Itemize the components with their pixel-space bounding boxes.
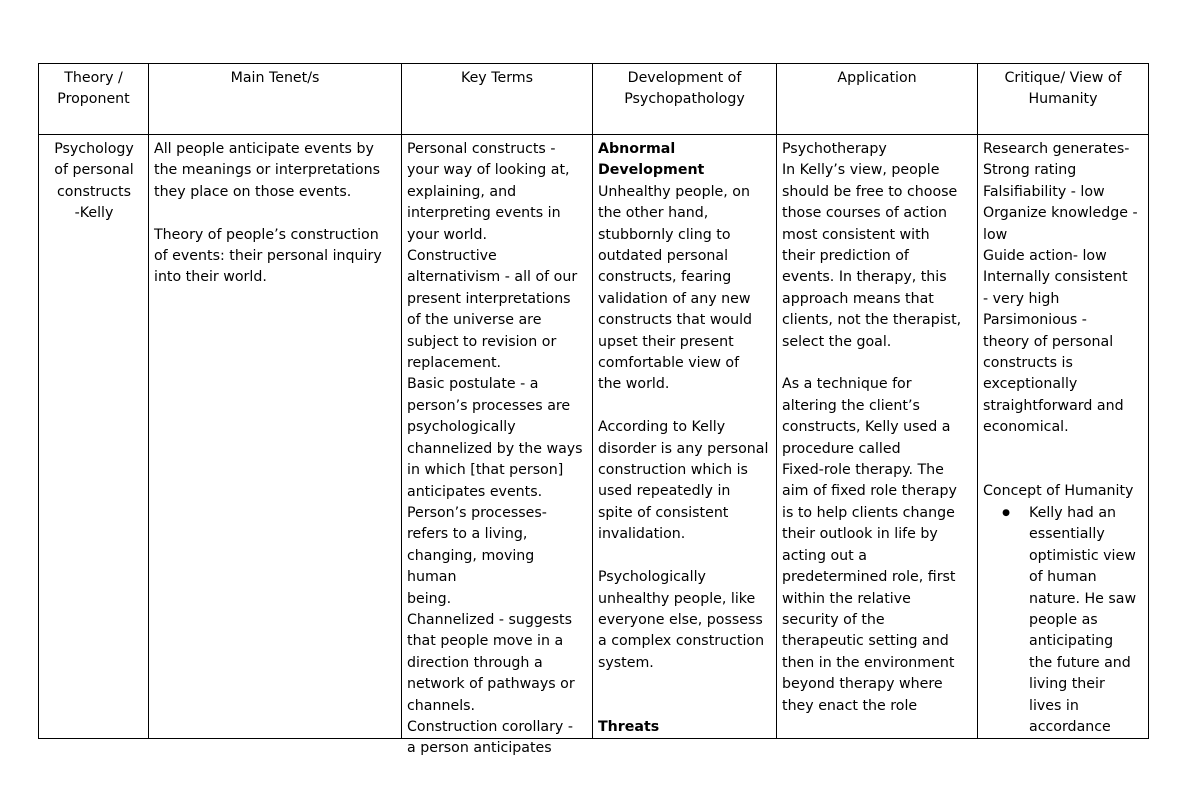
text-line: Organize knowledge -	[983, 205, 1138, 222]
spacer	[598, 546, 772, 567]
cell-application	[777, 135, 978, 739]
text-line: people as	[1029, 611, 1098, 628]
text-line: those courses of action	[782, 205, 948, 222]
text-line: of personal	[54, 162, 134, 179]
text-line: living their	[1029, 676, 1105, 693]
text-line: their outlook in life by	[782, 526, 938, 543]
text-line: psychologically	[407, 419, 516, 436]
text-line: Falsifiability - low	[983, 183, 1105, 200]
text-line: Threats	[598, 718, 660, 735]
text-line: validation of any new	[598, 290, 751, 307]
text-line: - very high	[983, 290, 1060, 307]
text-line: essentially	[1029, 526, 1105, 543]
text-line: of the universe are	[407, 312, 542, 329]
text-line: Psychotherapy	[782, 141, 887, 157]
text-line: the world.	[598, 376, 670, 393]
text-line: the meanings or interpretations	[154, 162, 381, 179]
text-line: Concept of Humanity	[983, 483, 1134, 500]
text-line: outdated personal	[598, 248, 729, 265]
text-line: constructs that would	[598, 312, 753, 329]
header-row	[39, 64, 1149, 135]
text-line: within the relative	[782, 590, 911, 607]
bullet-item	[983, 503, 1144, 738]
text-line: person’s processes are	[407, 397, 571, 414]
text-line: spite of consistent	[598, 504, 729, 521]
text-line: that people move in a	[407, 633, 564, 650]
header-application	[777, 64, 978, 135]
header-theory	[39, 64, 149, 135]
text-line: aim of fixed role therapy	[782, 483, 957, 500]
header-key-terms	[402, 64, 593, 135]
text-line: used repeatedly in	[598, 483, 731, 500]
text-line: of events: their personal inquiry	[154, 248, 382, 265]
spacer	[154, 203, 397, 224]
text-line: beyond therapy where	[782, 676, 943, 693]
header-development	[593, 64, 777, 135]
spacer	[598, 396, 772, 417]
spacer	[983, 439, 1144, 460]
text-line: Parsimonious -	[983, 312, 1087, 329]
text-line: alternativism - all of our	[407, 269, 578, 286]
text-line: system.	[598, 654, 654, 671]
text-line: explaining, and	[407, 183, 517, 200]
text-line: Research generates-	[983, 141, 1130, 157]
text-line: everyone else, possess	[598, 611, 763, 628]
text-line: interpreting events in	[407, 205, 561, 222]
bullet-dot-icon: ●	[1002, 507, 1010, 518]
text-line: network of pathways or	[407, 676, 575, 693]
text-line: disorder is any personal	[598, 440, 769, 457]
text-line: constructs, Kelly used a	[782, 419, 951, 436]
text-line: security of the	[782, 611, 885, 628]
text-line: they enact the role	[782, 697, 918, 714]
text-line: upset their present	[598, 333, 734, 350]
text-line: changing, moving human	[407, 547, 535, 586]
text-line: Psychologically	[598, 569, 706, 586]
table-row	[39, 135, 1149, 739]
header-line: Critique/ View of	[1004, 70, 1122, 86]
text-line: As a technique for	[782, 376, 912, 393]
text-line: accordance	[1029, 718, 1111, 735]
text-line: lives in	[1029, 697, 1079, 714]
spacer	[598, 674, 772, 695]
text-line: comfortable view of	[598, 355, 740, 372]
text-line: Guide action- low	[983, 248, 1107, 265]
text-line: events. In therapy, this	[782, 269, 947, 286]
text-line: low	[983, 226, 1008, 243]
text-line: subject to revision or	[407, 333, 557, 350]
text-line: exceptionally	[983, 376, 1078, 393]
text-line: Fixed-role therapy. The	[782, 462, 944, 479]
text-line: anticipating	[1029, 633, 1114, 650]
header-line: Key Terms	[460, 70, 533, 86]
text-line: therapeutic setting and	[782, 633, 949, 650]
text-line: Internally consistent	[983, 269, 1128, 286]
bullet-text	[1029, 503, 1144, 738]
spacer	[983, 460, 1144, 481]
header-line: Humanity	[1028, 91, 1098, 108]
text-line: Psychology	[54, 141, 134, 157]
header-line: Proponent	[57, 91, 130, 108]
text-line: optimistic view	[1029, 547, 1136, 564]
text-line: In Kelly’s view, people	[782, 162, 940, 179]
text-line: most consistent with	[782, 226, 930, 243]
text-line: your world.	[407, 226, 487, 243]
text-line: Theory of people’s construction	[154, 226, 379, 243]
text-line: All people anticipate events by	[154, 141, 374, 157]
text-line: they place on those events.	[154, 183, 352, 200]
cell-key-terms	[402, 135, 593, 757]
header-critique	[978, 64, 1149, 135]
text-line: Personal constructs -	[407, 141, 556, 157]
text-line: in which [that person]	[407, 462, 564, 479]
text-line: the future and	[1029, 654, 1131, 671]
text-line: straightforward and	[983, 397, 1124, 414]
theory-table	[38, 63, 1149, 757]
text-line: should be free to choose	[782, 183, 958, 200]
cell-theory	[39, 135, 149, 739]
text-line: present interpretations	[407, 290, 571, 307]
text-line: economical.	[983, 419, 1069, 436]
text-line: Kelly had an	[1029, 504, 1117, 521]
text-line: approach means that	[782, 290, 934, 307]
text-line: is to help clients change	[782, 504, 955, 521]
cell-critique	[978, 135, 1149, 739]
text-line: replacement.	[407, 355, 502, 372]
text-line: Basic postulate - a	[407, 376, 539, 393]
text-line: anticipates events.	[407, 483, 543, 500]
text-line: a person anticipates	[407, 740, 552, 757]
text-line: acting out a	[782, 547, 867, 564]
text-line: Person’s processes-	[407, 504, 547, 521]
text-line: theory of personal	[983, 333, 1114, 350]
text-line: the other hand,	[598, 205, 709, 222]
text-line: a complex construction	[598, 633, 765, 650]
text-line: construction which is	[598, 462, 748, 479]
header-line: Application	[837, 70, 917, 86]
text-line: channelized by the ways	[407, 440, 583, 457]
header-main-tenets	[149, 64, 402, 135]
header-line: Main Tenet/s	[230, 70, 320, 86]
text-line: their prediction of	[782, 248, 909, 265]
text-line: Construction corollary -	[407, 718, 573, 735]
header-line: Development of	[627, 70, 742, 86]
text-line: unhealthy people, like	[598, 590, 756, 607]
text-line: constructs, fearing	[598, 269, 732, 286]
text-line: refers to a living,	[407, 526, 528, 543]
text-line: Channelized - suggests	[407, 611, 572, 628]
text-line: Abnormal Development	[598, 141, 705, 179]
cell-development	[593, 135, 777, 739]
text-line: then in the environment	[782, 654, 955, 671]
text-line: invalidation.	[598, 526, 686, 543]
text-line: into their world.	[154, 269, 267, 286]
spacer	[598, 696, 772, 717]
text-line: constructs	[56, 183, 131, 200]
text-line: being.	[407, 590, 452, 607]
text-line: of human	[1029, 569, 1097, 586]
header-line: Psychopathology	[624, 91, 745, 108]
header-line: Theory /	[64, 70, 123, 86]
text-line: Strong rating	[983, 162, 1077, 179]
text-line: nature. He saw	[1029, 590, 1137, 607]
text-line: constructs is	[983, 355, 1073, 372]
text-line: select the goal.	[782, 333, 892, 350]
text-line: altering the client’s	[782, 397, 920, 414]
text-line: Unhealthy people, on	[598, 183, 750, 200]
cell-main-tenets	[149, 135, 402, 739]
text-line: -Kelly	[74, 205, 114, 222]
text-line: clients, not the therapist,	[782, 312, 962, 329]
text-line: Constructive	[407, 248, 497, 265]
text-line: your way of looking at,	[407, 162, 570, 179]
text-line: channels.	[407, 697, 476, 714]
text-line: stubbornly cling to	[598, 226, 731, 243]
text-line: direction through a	[407, 654, 543, 671]
text-line: procedure called	[782, 440, 901, 457]
text-line: According to Kelly	[598, 419, 726, 436]
text-line: predetermined role, first	[782, 569, 956, 586]
spacer	[782, 353, 973, 374]
